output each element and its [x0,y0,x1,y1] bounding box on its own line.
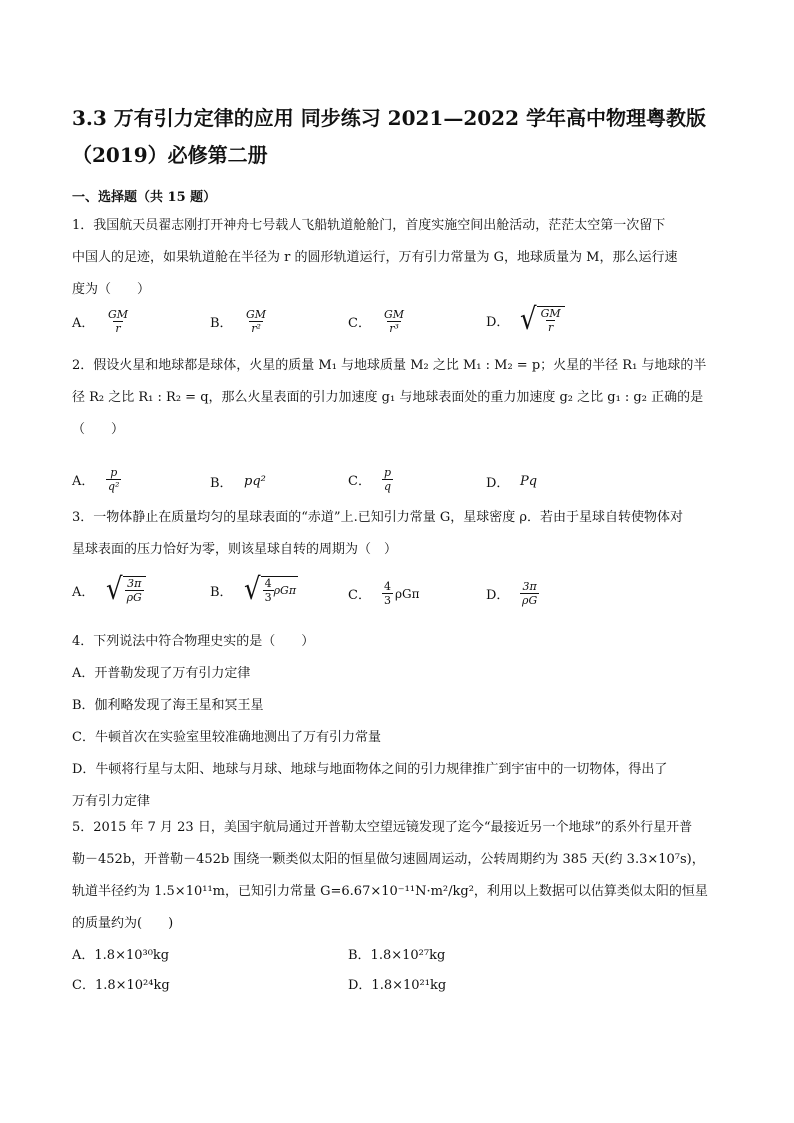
question-3-line: 星球表面的压力恰好为零，则该星球自转的周期为（ ） [72,542,398,557]
question-3 [72,502,732,566]
option-label: D． [486,476,510,491]
question-2-line: 2．假设火星和地球都是球体，火星的质量 M₁ 与地球质量 M₂ 之比 M₁ : M₂ = p；火星的半径 R₁ 与地球的半 [72,358,707,373]
page-title: 3.3 万有引力定律的应用 同步练习 2021—2022 学年高中物理粤教版（2019）必修第二册 [72,106,706,167]
option-label: C． [348,474,371,489]
q3-option-b [210,572,298,608]
question-2-line: （ ） [72,422,125,437]
question-5-line: 5．2015 年 7 月 23 日，美国宇航局通过开普勒太空望远镜发现了迄今“最接近另一个地球”的系外行星开普 [72,820,693,835]
q2-option-c [348,466,393,493]
fraction: $\frac{p}{q}$ [384,466,392,493]
question-5 [72,812,732,940]
square-root: √ $\frac{GM}{r}$ [520,306,565,334]
square-root: √ $\frac{4}{3}$ ρGπ [244,572,297,608]
q1-option-d [486,302,565,338]
question-1-line: 中国人的足迹，如果轨道舱在半径为 r 的圆形轨道运行，万有引力常量为 G，地球质量为 M，那么运行速 [72,250,678,265]
question-2-line: 径 R₂ 之比 R₁ : R₂ = q，那么火星表面的引力加速度 g₁ 与地球表面处的重力加速度 g₂ 之比 g₁ : g₂ 正确的是 [72,390,704,405]
q2-option-b [210,472,266,491]
option-label: B． [210,316,233,331]
question-4-option-d: D．牛顿将行星与太阳、地球与月球、地球与地面物体之间的引力规律推广到宇宙中的一切物体，得出了 [72,762,668,777]
fraction: $\frac{4}{3}$ [384,580,391,607]
option-value: pq² [244,474,266,489]
square-root: √ $\frac{3\pi}{\rho G}$ [106,576,146,604]
question-4 [72,626,732,818]
fraction: $\frac{GM}{\text{r³}}$ [384,308,405,335]
option-label: B． [210,584,233,600]
question-5-line: 勒－452b，开普勒－452b 围绕一颗类似太阳的恒星做匀速圆周运动，公转周期约为 385 天(约 3.3×10⁷s)， [72,852,705,867]
q1-option-a [72,308,130,335]
question-2 [72,350,732,446]
question-5-line: 轨道半径约为 1.5×10¹¹m，已知引力常量 G=6.67×10⁻¹¹N·m²/kg²，利用以上数据可以估算类似太阳的恒星 [72,884,708,899]
q5-option-b: B．1.8×10²⁷kg [348,948,446,963]
option-label: A． [72,584,95,600]
q3-option-d [486,580,539,607]
q1-option-c [348,308,406,335]
question-1 [72,210,732,306]
question-4-line: 4．下列说法中符合物理史实的是（ ） [72,634,315,649]
question-4-option-b: B．伽利略发现了海王星和冥王星 [72,698,264,713]
fraction: $\frac{3\pi}{\rho G}$ [522,580,538,607]
option-label: A． [72,474,95,489]
q3-option-c [348,580,420,607]
q5-option-d: D．1.8×10²¹kg [348,978,447,993]
option-value: ρGπ [395,586,420,601]
section-heading: 一、选择题（共 15 题） [72,190,217,205]
q1-option-b [210,308,268,335]
fraction: $\frac{p}{\text{q²}}$ [108,466,120,493]
option-value: Pq [520,474,538,489]
question-4-option-a: A．开普勒发现了万有引力定律 [72,666,251,681]
q5-option-c: C．1.8×10²⁴kg [72,978,170,993]
q3-option-a [72,572,146,608]
q2-option-a [72,466,121,493]
option-label: D． [486,588,510,603]
question-3-line: 3．一物体静止在质量均匀的星球表面的“赤道”上.已知引力常量 G，星球密度 ρ．若由于星球自转使物体对 [72,510,683,525]
fraction: $\frac{GM}{\text{r²}}$ [246,308,267,335]
q2-option-d [486,472,537,491]
fraction: $\frac{GM}{r}$ [108,308,129,335]
question-1-line: 度为（ ） [72,282,151,297]
question-4-option-c: C．牛顿首次在实验室里较准确地测出了万有引力常量 [72,730,381,745]
option-label: C． [348,588,371,603]
q5-option-a: A．1.8×10³⁰kg [72,948,170,963]
option-label: D． [486,314,510,330]
question-1-line: 1．我国航天员翟志刚打开神舟七号载人飞船轨道舱舱门，首度实施空间出舱活动，茫茫太空第一次留下 [72,218,666,233]
question-4-option-d-cont: 万有引力定律 [72,794,151,809]
question-5-line: 的质量约为( ) [72,916,174,931]
option-label: A． [72,316,95,331]
option-label: B． [210,476,233,491]
option-label: C． [348,316,371,331]
